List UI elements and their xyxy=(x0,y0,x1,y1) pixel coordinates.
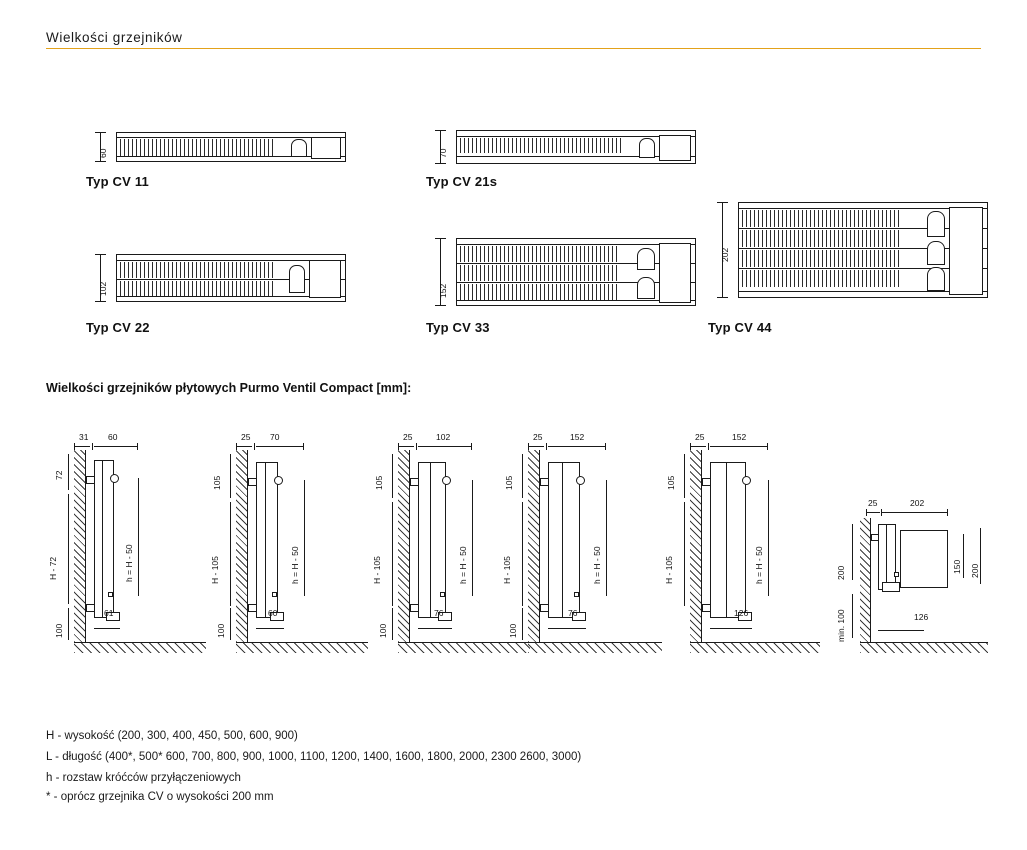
dim-line-base xyxy=(418,628,452,629)
wall-bracket xyxy=(871,534,879,541)
dim-line-bottom xyxy=(392,608,393,640)
dim-line-h xyxy=(304,480,305,596)
dim-line-h xyxy=(472,480,473,596)
dim-top-right: 152 xyxy=(570,432,585,442)
dim-top-left: 25 xyxy=(403,432,413,442)
wall-bracket-top xyxy=(410,478,419,486)
valve-connection xyxy=(882,582,900,592)
radiator-side-view xyxy=(878,524,896,590)
dim-base: 61 xyxy=(104,608,114,618)
connection-point-top xyxy=(442,476,451,485)
cross-section-cv22 xyxy=(86,252,356,304)
dim-line-cv21s xyxy=(440,130,441,164)
convector-fins-lower xyxy=(120,281,273,297)
convector-fins-mid xyxy=(460,265,617,281)
convector-fins-3 xyxy=(742,250,901,267)
dim-line-top-right xyxy=(710,446,768,447)
wall-bracket-top xyxy=(248,478,257,486)
dim-top-left: 25 xyxy=(241,432,251,442)
valve-block xyxy=(949,207,983,295)
panel-split xyxy=(102,460,103,618)
dim-line-right-inner xyxy=(963,534,964,578)
dim-h: h = H - 50 xyxy=(592,546,602,584)
dim-base: 126 xyxy=(734,608,749,618)
dim-bottom: 100 xyxy=(378,623,388,638)
tick xyxy=(303,443,304,450)
dim-top-right: 60 xyxy=(108,432,118,442)
valve-insert-upper xyxy=(927,211,945,237)
dim-top-left: 31 xyxy=(79,432,89,442)
header-divider xyxy=(46,48,981,49)
dim-base: 60 xyxy=(268,608,278,618)
cross-section-cv11 xyxy=(86,130,356,164)
dim-line-base xyxy=(878,630,924,631)
wall-bracket-top xyxy=(86,476,95,484)
dim-h: h = H - 50 xyxy=(754,546,764,584)
label-cv44: Typ CV 44 xyxy=(708,320,772,335)
label-cv11: Typ CV 11 xyxy=(86,174,149,189)
dim-h: h = H - 50 xyxy=(124,544,134,582)
wall-hatch xyxy=(236,450,247,642)
floor-hatch xyxy=(528,642,662,653)
dim-height: H - 105 xyxy=(502,556,512,584)
dim-height: H - 105 xyxy=(664,556,674,584)
dim-line-top-left xyxy=(74,446,90,447)
wall-bracket-bottom xyxy=(248,604,257,612)
dim-line-upper xyxy=(392,454,393,498)
cross-section-cv21s xyxy=(426,128,706,166)
wall-bracket-bottom xyxy=(702,604,711,612)
dim-tick-bottom xyxy=(435,163,446,164)
dim-line-top-right xyxy=(256,446,304,447)
convector-fins-1 xyxy=(742,210,901,227)
floor-hatch xyxy=(860,642,988,653)
connection-point-bottom xyxy=(440,592,445,597)
convector-fins xyxy=(460,138,623,153)
tick xyxy=(528,443,529,450)
label-cv21s: Typ CV 21s xyxy=(426,174,498,189)
tick xyxy=(137,443,138,450)
dim-line-upper xyxy=(68,454,69,490)
wall-bracket-bottom xyxy=(410,604,419,612)
tick xyxy=(92,443,93,450)
detail-cv44-clearance xyxy=(830,498,990,662)
dim-line-h xyxy=(138,478,139,596)
convector-fins-lower xyxy=(460,284,617,300)
dim-upper-side: 105 xyxy=(374,475,384,490)
tick xyxy=(74,443,75,450)
dim-line-top-left xyxy=(398,446,414,447)
dim-base: 126 xyxy=(914,612,929,622)
connection-point-bottom xyxy=(108,592,113,597)
dim-height: H - 72 xyxy=(48,556,58,580)
clearance-box xyxy=(900,530,948,588)
dim-base: 76 xyxy=(434,608,444,618)
tick xyxy=(866,509,867,516)
dim-top-right: 202 xyxy=(910,498,925,508)
dim-tick-bottom xyxy=(435,305,446,306)
tick xyxy=(605,443,606,450)
dim-left-height: 200 xyxy=(836,565,846,580)
dim-depth-cv33: 152 xyxy=(438,283,448,298)
cross-section-cv44 xyxy=(708,200,988,300)
wall-bracket-top xyxy=(540,478,549,486)
convector-fins-upper xyxy=(460,246,617,262)
radiator-body xyxy=(456,238,696,306)
tick xyxy=(708,443,709,450)
tick xyxy=(471,443,472,450)
dim-line-top-left xyxy=(866,512,880,513)
dim-tick-top xyxy=(435,130,446,131)
legend-line-length: L - długość (400*, 500* 600, 700, 800, 900, 1000, 1100, 1200, 1400, 1600, 1800, 2000, 2300 2600, 3000) xyxy=(46,751,582,763)
wall-hatch xyxy=(528,450,539,642)
connection-point-top xyxy=(110,474,119,483)
dim-tick-bottom xyxy=(717,297,728,298)
dim-h: h = H - 50 xyxy=(290,546,300,584)
radiator-body xyxy=(738,202,988,298)
dim-top-right: 152 xyxy=(732,432,747,442)
dim-upper-side: 72 xyxy=(54,470,64,480)
wall-hatch xyxy=(74,450,85,642)
dim-upper-side: 105 xyxy=(504,475,514,490)
dim-line-base xyxy=(94,628,120,629)
floor-hatch xyxy=(690,642,820,653)
dim-top-right: 70 xyxy=(270,432,280,442)
dim-top-left: 25 xyxy=(695,432,705,442)
valve-block xyxy=(659,243,691,303)
radiator-body xyxy=(456,130,696,164)
dim-line-h xyxy=(768,480,769,596)
radiator-body xyxy=(116,254,346,302)
dim-top-right: 102 xyxy=(436,432,451,442)
valve-insert xyxy=(639,138,655,158)
tick xyxy=(416,443,417,450)
valve-insert xyxy=(291,139,307,157)
legend-line-spacing: h - rozstaw króćców przyłączeniowych xyxy=(46,772,241,784)
dim-right-inner: 150 xyxy=(952,559,962,574)
tick xyxy=(881,509,882,516)
tick xyxy=(767,443,768,450)
wall-bracket-bottom xyxy=(86,604,95,612)
valve-block xyxy=(309,260,341,298)
dim-top-left: 25 xyxy=(868,498,878,508)
dim-right-outer: 200 xyxy=(970,563,980,578)
dim-tick-top xyxy=(435,238,446,239)
connection-marker xyxy=(894,572,899,577)
section-title: Wielkości grzejników płytowych Purmo Ventil Compact [mm]: xyxy=(46,381,412,395)
valve-insert-lower xyxy=(637,277,655,299)
convector-fins-2 xyxy=(742,230,901,247)
dim-tick-top xyxy=(717,202,728,203)
radiator-body xyxy=(116,132,346,162)
dim-line-bottom xyxy=(522,608,523,640)
connection-point-top xyxy=(274,476,283,485)
tick xyxy=(690,443,691,450)
dim-base: 76 xyxy=(568,608,578,618)
valve-insert-lower xyxy=(927,267,945,291)
dim-floor-clearance: min. 100 xyxy=(836,609,846,642)
wall-hatch xyxy=(860,518,870,642)
convector-fins-4 xyxy=(742,270,901,287)
dim-upper-side: 105 xyxy=(666,475,676,490)
valve-insert-upper xyxy=(637,248,655,270)
tick xyxy=(947,509,948,516)
dim-line-height xyxy=(684,502,685,606)
panel-split xyxy=(430,462,431,618)
panel-split xyxy=(886,524,887,590)
dim-top-left: 25 xyxy=(533,432,543,442)
cross-section-cv33 xyxy=(426,236,706,308)
dim-h: h = H - 50 xyxy=(458,546,468,584)
dim-line-top-left xyxy=(690,446,706,447)
convector-fins xyxy=(120,139,273,157)
dim-line-top-right xyxy=(548,446,606,447)
dim-line-upper xyxy=(230,454,231,498)
dim-bottom: 100 xyxy=(508,623,518,638)
dim-tick-bottom xyxy=(95,161,106,162)
dim-line-bottom xyxy=(68,608,69,640)
dim-upper-side: 105 xyxy=(212,475,222,490)
dim-line-upper xyxy=(522,454,523,498)
connection-point-top xyxy=(742,476,751,485)
tick xyxy=(398,443,399,450)
dim-height: H - 105 xyxy=(372,556,382,584)
elevation-cv11 xyxy=(46,432,216,662)
legend-line-height: H - wysokość (200, 300, 400, 450, 500, 600, 900) xyxy=(46,730,298,742)
dim-line-top-right xyxy=(418,446,472,447)
valve-block xyxy=(659,135,691,161)
dim-line-floor xyxy=(852,594,853,638)
radiator-side-view xyxy=(710,462,749,618)
dim-line-top-right xyxy=(882,512,948,513)
panel-split xyxy=(726,462,727,618)
dim-line-left-height xyxy=(852,524,853,580)
dim-line-bottom xyxy=(230,608,231,640)
dim-depth-cv21s: 70 xyxy=(438,148,448,158)
dim-bottom: 100 xyxy=(54,623,64,638)
wall-bracket-bottom xyxy=(540,604,549,612)
elevation-cv33 xyxy=(500,432,680,662)
dim-height: H - 105 xyxy=(210,556,220,584)
dim-line-height xyxy=(522,502,523,606)
dim-line-height xyxy=(230,502,231,606)
connection-point-bottom xyxy=(272,592,277,597)
dim-line-right-outer xyxy=(980,528,981,584)
dim-line-base xyxy=(710,628,752,629)
dim-line-top-left xyxy=(528,446,544,447)
dim-line-upper xyxy=(684,454,685,498)
dim-line-top-right xyxy=(94,446,138,447)
panel-split xyxy=(265,462,266,618)
dim-line-base xyxy=(548,628,586,629)
wall-hatch xyxy=(690,450,701,642)
tick xyxy=(254,443,255,450)
dim-tick-top xyxy=(95,254,106,255)
legend-line-note: * - oprócz grzejnika CV o wysokości 200 mm xyxy=(46,791,274,803)
dim-depth-cv22: 102 xyxy=(98,281,108,296)
panel-split xyxy=(562,462,563,618)
connection-point-bottom xyxy=(574,592,579,597)
elevation-cv44 xyxy=(662,432,842,662)
valve-insert-mid xyxy=(927,241,945,265)
valve-block xyxy=(311,137,341,159)
dim-tick-top xyxy=(95,132,106,133)
floor-hatch xyxy=(236,642,368,653)
label-cv22: Typ CV 22 xyxy=(86,320,150,335)
dim-bottom: 100 xyxy=(216,623,226,638)
dim-tick-bottom xyxy=(95,301,106,302)
elevation-cv21s xyxy=(208,432,383,662)
connection-point-top xyxy=(576,476,585,485)
dim-line-h xyxy=(606,480,607,596)
dim-line-height xyxy=(392,502,393,606)
dim-line-top-left xyxy=(236,446,252,447)
wall-bracket-top xyxy=(702,478,711,486)
label-cv33: Typ CV 33 xyxy=(426,320,490,335)
tick xyxy=(546,443,547,450)
floor-hatch xyxy=(74,642,206,653)
wall-hatch xyxy=(398,450,409,642)
convector-fins-upper xyxy=(120,262,273,278)
page-title: Wielkości grzejników xyxy=(46,30,183,45)
dim-depth-cv44: 202 xyxy=(720,247,730,262)
dim-depth-cv11: 60 xyxy=(98,148,108,158)
dim-line-height xyxy=(68,494,69,604)
valve-insert xyxy=(289,265,305,293)
tick xyxy=(236,443,237,450)
dim-line-base xyxy=(256,628,284,629)
